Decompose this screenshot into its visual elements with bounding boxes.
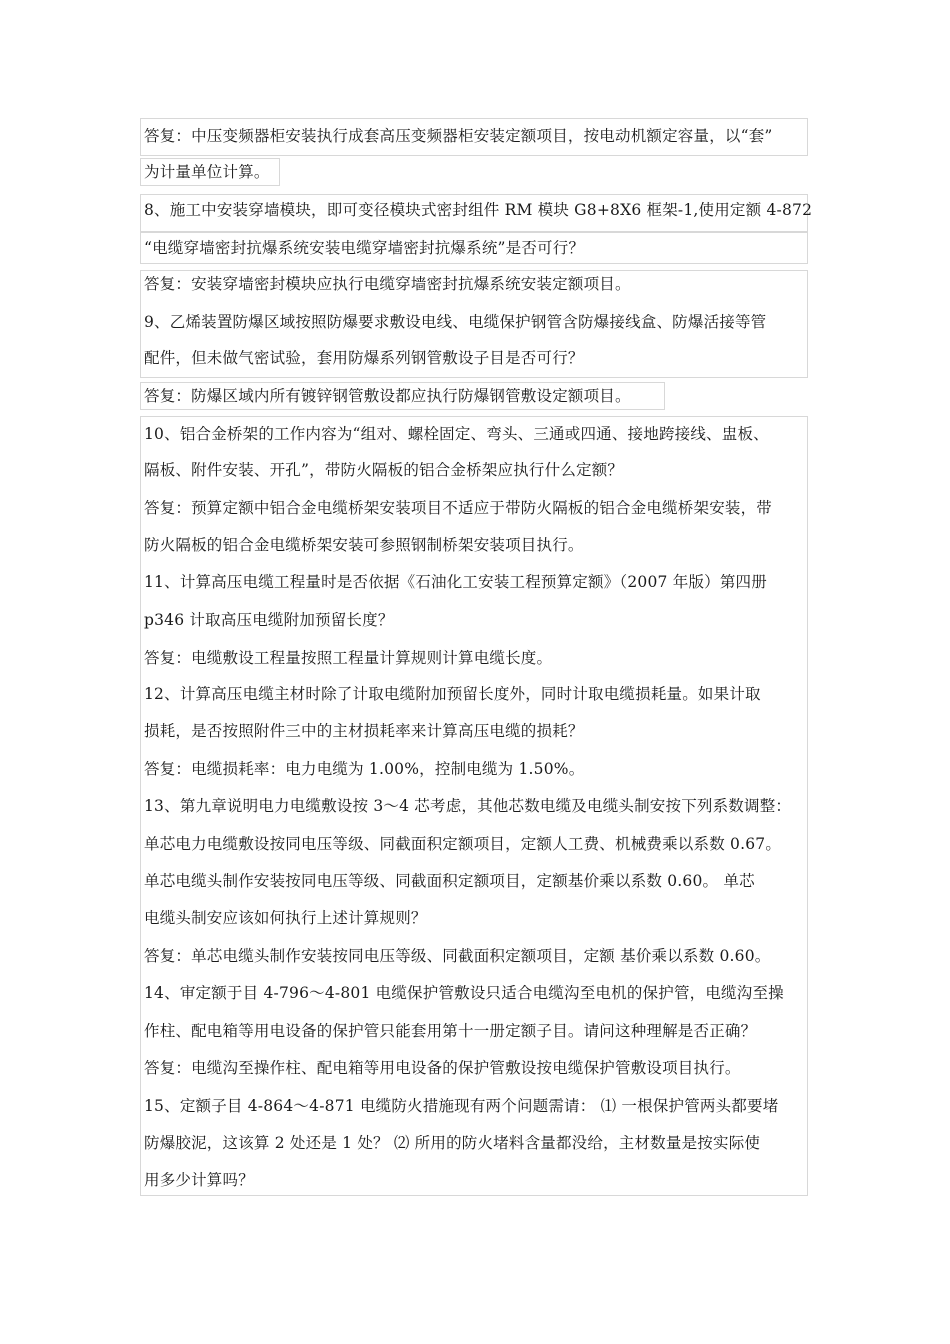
text-line: 答复：防爆区域内所有镀锌钢管敷设都应执行防爆钢管敷设定额项目。 xyxy=(144,387,631,405)
text-line: 12、计算高压电缆主材时除了计取电缆附加预留长度外，同时计取电缆损耗量。如果计取 xyxy=(144,685,761,703)
text-line: 作柱、配电箱等用电设备的保护管只能套用第十一册定额子目。请问这种理解是否正确？ xyxy=(144,1022,757,1040)
text-line: 答复：单芯电缆头制作安装按同电压等级、同截面积定额项目，定额 基价乘以系数 0.60。 xyxy=(144,947,771,965)
text-line: 损耗，是否按照附件三中的主材损耗率来计算高压电缆的损耗？ xyxy=(144,722,584,740)
text-line: 9、乙烯装置防爆区域按照防爆要求敷设电线、电缆保护钢管含防爆接线盒、防爆活接等管 xyxy=(144,313,767,331)
text-line: 用多少计算吗？ xyxy=(144,1171,254,1189)
text-line: 答复：中压变频器柜安装执行成套高压变频器柜安装定额项目，按电动机额定容量，以“套” xyxy=(144,127,773,145)
text-line: 电缆头制安应该如何执行上述计算规则？ xyxy=(144,909,427,927)
text-line: 11、计算高压电缆工程量时是否依据《石油化工安装工程预算定额》（2007 年版）第四册 xyxy=(144,573,767,591)
text-line: “电缆穿墙密封抗爆系统安装电缆穿墙密封抗爆系统”是否可行？ xyxy=(144,239,585,257)
text-line: 13、第九章说明电力电缆敷设按 3～4 芯考虑，其他芯数电缆及电缆头制安按下列系数调整： xyxy=(144,797,792,815)
text-line: 答复：安装穿墙密封模块应执行电缆穿墙密封抗爆系统安装定额项目。 xyxy=(144,275,631,293)
text-line: p346 计取高压电缆附加预留长度？ xyxy=(144,611,394,629)
text-line: 防爆胶泥，这该算 2 处还是 1 处？ ⑵ 所用的防火堵料含量都没给，主材数量是按实际使 xyxy=(144,1134,761,1152)
text-line: 为计量单位计算。 xyxy=(144,163,270,181)
text-line: 8、施工中安装穿墙模块，即可变径模块式密封组件 RM 模块 G8+8X6 框架-1,使用定额 4-872 xyxy=(144,201,813,219)
text-line: 配件，但未做气密试验，套用防爆系列钢管敷设子目是否可行？ xyxy=(144,349,584,367)
text-line: 14、审定额于目 4-796～4-801 电缆保护管敷设只适合电缆沟至电机的保护管，电缆沟至操 xyxy=(144,984,784,1002)
text-line: 答复：电缆敷设工程量按照工程量计算规则计算电缆长度。 xyxy=(144,649,553,667)
text-line: 隔板、附件安装、开孔”，带防火隔板的铝合金桥架应执行什么定额？ xyxy=(144,461,624,479)
text-line: 单芯电缆头制作安装按同电压等级、同截面积定额项目，定额基价乘以系数 0.60。 单芯 xyxy=(144,872,755,890)
text-line: 答复：电缆损耗率：电力电缆为 1.00%，控制电缆为 1.50%。 xyxy=(144,760,585,778)
text-line: 单芯电力电缆敷设按同电压等级、同截面积定额项目，定额人工费、机械费乘以系数 0.67。 xyxy=(144,835,782,853)
text-line: 10、铝合金桥架的工作内容为“组对、螺栓固定、弯头、三通或四通、接地跨接线、盅板、 xyxy=(144,425,769,443)
text-line: 防火隔板的铝合金电缆桥架安装可参照钢制桥架安装项目执行。 xyxy=(144,536,584,554)
text-line: 答复：电缆沟至操作柱、配电箱等用电设备的保护管敷设按电缆保护管敷设项目执行。 xyxy=(144,1059,741,1077)
text-line: 15、定额子目 4-864～4-871 电缆防火措施现有两个问题需请： ⑴ 一根保护管两头都要堵 xyxy=(144,1097,779,1115)
text-line: 答复：预算定额中铝合金电缆桥架安装项目不适应于带防火隔板的铝合金电缆桥架安装，带 xyxy=(144,499,773,517)
